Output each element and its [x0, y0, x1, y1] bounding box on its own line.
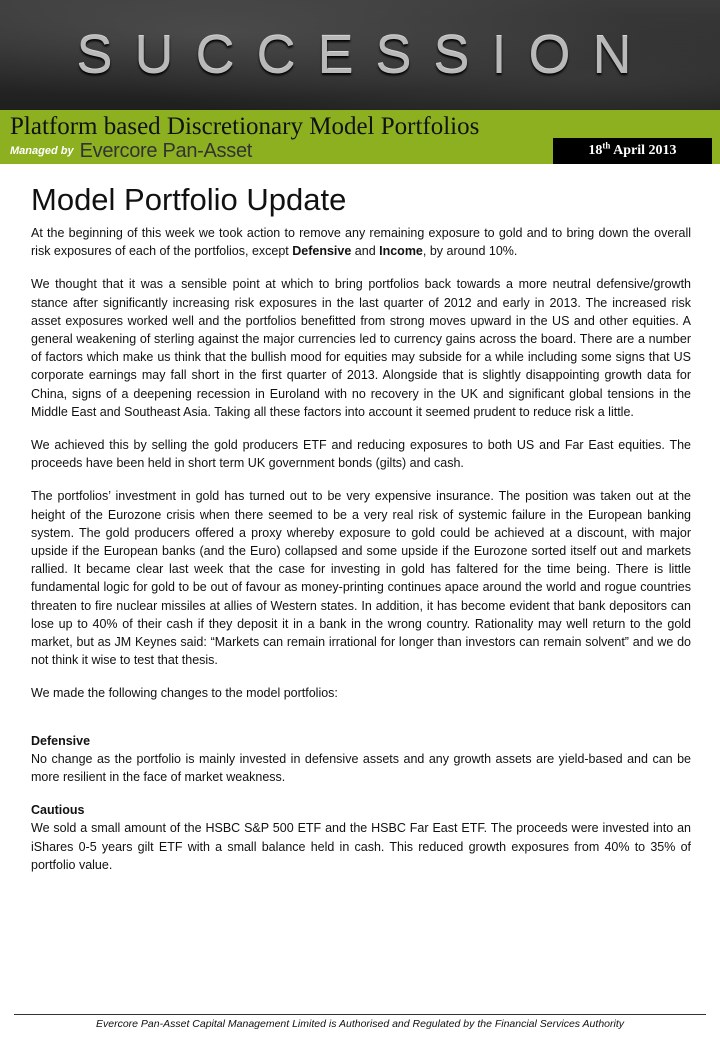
date-suffix: th — [602, 140, 611, 151]
paragraph-gold: The portfolios’ investment in gold has turned out to be very expensive insurance. The position was taken out at the height of the Eurozone crisis when there seemed to be a very real risk of systemic failure in the European banking system. The gold producers offered a proxy whereby exposure to gold could be achieved at a discount, with major upside if the European banks (and the Euro) collapsed and some upside if the Eurozone sorted itself out and markets rallied. It became clear last week that the case for investing in gold has faltered for the time being. There is little fundamental logic for gold to be out of favour as money-printing continues apace around the world and rogue countries threaten to fire nuclear missiles at allies of Western states. In addition, it has become evident that bank depositors can lose up to 40% of their cash if they deposit it in a bank in the wrong country. Rationality may well return to the gold market, but as JM Keynes said: “Markets can remain irrational for longer than investors can remain solvent” and we do not think it wise to test that thesis. — [31, 489, 691, 668]
section-cautious-heading: Cautious — [31, 803, 85, 818]
paragraph-changes: We made the following changes to the model portfolios: — [31, 686, 338, 701]
paragraph-actions: We achieved this by selling the gold producers ETF and reducing exposures to both US and Far East equities. The proceeds have been held in short term UK government bonds (gilts) and cash. — [31, 438, 691, 471]
managed-by-label: Managed by — [10, 145, 74, 157]
paragraph-intro — [31, 224, 691, 260]
footer-divider — [14, 1014, 706, 1015]
paragraph-rationale: We thought that it was a sensible point at which to bring portfolios back towards a more neutral defensive/growth stance after significantly increasing risk exposures in the last quarter of 2012 and early in 2013. The increased risk asset exposures worked well and the portfolios benefitted from strong moves upward in the US and other equities. A general weakening of sterling against the major currencies led to currency gains across the board. There are a number of factors which make us think that the bullish mood for equities may subside for a while including some signs that US corporate earnings may fall short in the first quarter of 2013. Alongside that is slightly disappointing growth data for China, signs of a deepening recession in Euroland with no recovery in the UK and significant global tensions in the Middle East and Southeast Asia. Taking all these factors into account it seemed prudent to reduce risk a little. — [31, 277, 691, 419]
page-subtitle: Platform based Discretionary Model Portfolios — [10, 113, 480, 140]
footer-disclaimer: Evercore Pan-Asset Capital Management Limited is Authorised and Regulated by the Financial Services Authority — [96, 1018, 624, 1030]
date-badge — [553, 138, 712, 164]
intro-text-c: , by around 10%. — [422, 244, 518, 259]
header-banner — [0, 0, 720, 110]
page-title: Model Portfolio Update — [31, 182, 347, 217]
article-body — [31, 180, 691, 889]
intro-income: Income — [379, 244, 423, 259]
intro-text-a: At the beginning of this week we took action to remove any remaining exposure to gold and to bring down the overall risk exposures of each of the portfolios, except — [31, 226, 691, 259]
date-rest: April 2013 — [610, 143, 677, 158]
intro-text-b: and — [351, 244, 380, 259]
section-cautious-body: We sold a small amount of the HSBC S&P 500 ETF and the HSBC Far East ETF. The proceeds were invested into an iShares 0-5 years gilt ETF with a small balance held in cash. This reduced growth exposures from 40% to 35% of portfolio value. — [31, 821, 691, 872]
intro-defensive: Defensive — [292, 244, 352, 259]
manager-logo: Evercore Pan-Asset — [79, 139, 253, 162]
managed-by-row — [10, 141, 252, 161]
banner-title: SUCCESSION — [76, 25, 654, 85]
section-defensive-body: No change as the portfolio is mainly invested in defensive assets and any growth assets are yield-based and can be more resilient in the face of market weakness. — [31, 751, 691, 785]
section-defensive-heading: Defensive — [31, 733, 91, 748]
spacer — [31, 718, 691, 732]
date-day: 18 — [588, 143, 603, 158]
